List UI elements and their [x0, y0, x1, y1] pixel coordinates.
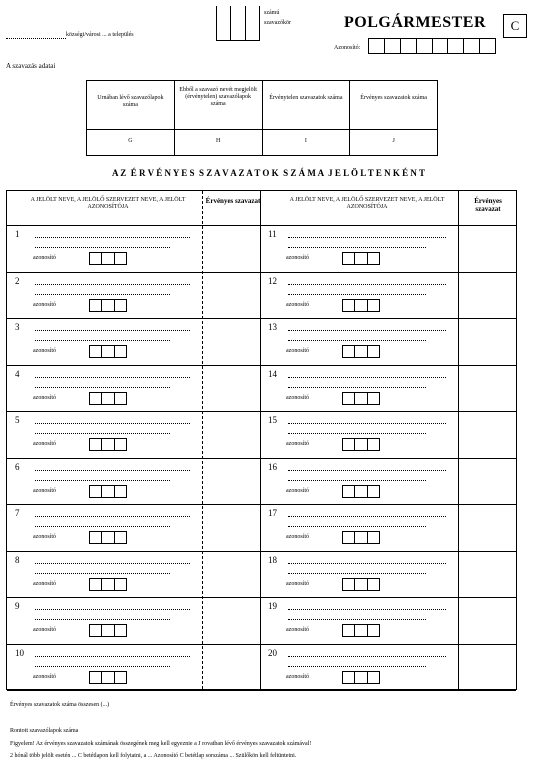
valid-votes-cell[interactable] [202, 411, 260, 458]
valid-votes-cell[interactable] [202, 458, 260, 505]
vd-col-header: Ebből a szavazó nevét megjelölt (érvénytelen) szavazólapok száma [179, 87, 257, 107]
nominating-org-line[interactable] [288, 666, 426, 667]
right-name-header: A JELÖLT NEVE, A JELÖLŐ SZERVEZET NEVE, A JELÖLT AZONOSÍTÓJA [289, 197, 445, 210]
candidate-name-line[interactable] [35, 284, 190, 285]
candidate-id-label: azonosító [33, 627, 56, 633]
candidate-number: 11 [268, 229, 277, 239]
valid-votes-cell[interactable] [460, 225, 516, 272]
nominating-org-line[interactable] [288, 526, 426, 527]
valid-votes-cell[interactable] [460, 551, 516, 598]
place-line[interactable] [6, 38, 66, 39]
candidate-name-line[interactable] [288, 330, 446, 331]
nominating-org-line[interactable] [288, 573, 426, 574]
candidate-row [260, 318, 516, 366]
vd-col-code: H [215, 138, 221, 144]
candidate-row [260, 411, 516, 459]
candidate-number: 2 [15, 275, 20, 286]
nominating-org-line[interactable] [35, 526, 170, 527]
footer-total: Érvényes szavazatok száma összesen (...) [10, 702, 110, 708]
nominating-org-line[interactable] [35, 387, 170, 388]
candidate-number: 10 [15, 647, 24, 658]
voting-data-table [86, 80, 438, 156]
footer-spoiled: Rontott szavazólapok száma [10, 728, 79, 734]
candidate-row [7, 272, 260, 320]
valid-votes-cell[interactable] [460, 318, 516, 365]
candidate-name-line[interactable] [35, 609, 190, 610]
candidate-name-line[interactable] [35, 237, 190, 238]
candidate-id-boxes[interactable] [89, 531, 127, 544]
identifier-label: Azonosító: [334, 45, 361, 51]
candidate-name-line[interactable] [35, 423, 190, 424]
candidate-row [260, 458, 516, 506]
vd-col-h [175, 81, 263, 155]
candidate-id-label: azonosító [286, 487, 309, 494]
top-label-2: szavazókör [264, 20, 291, 26]
candidate-number: 8 [15, 554, 20, 565]
nominating-org-line[interactable] [288, 619, 426, 620]
nominating-org-line[interactable] [35, 573, 170, 574]
candidate-id-label: azonosító [33, 394, 56, 401]
nominating-org-line[interactable] [288, 247, 426, 248]
candidate-number: 6 [15, 461, 20, 472]
candidate-name-line[interactable] [288, 377, 446, 378]
left-candidate-rows [7, 225, 260, 689]
candidate-row [7, 225, 260, 273]
candidate-id-boxes[interactable] [89, 624, 127, 637]
valid-votes-cell[interactable] [460, 272, 516, 319]
candidate-row [7, 504, 260, 552]
candidate-id-boxes[interactable] [89, 578, 127, 591]
candidate-id-boxes[interactable] [89, 671, 127, 684]
valid-votes-cell[interactable] [460, 365, 516, 412]
candidate-name-line[interactable] [288, 237, 446, 238]
candidate-id-boxes[interactable] [342, 531, 380, 544]
candidate-id-label: azonosító [286, 441, 309, 447]
valid-votes-cell[interactable] [460, 458, 516, 505]
candidate-number: 12 [268, 275, 277, 286]
candidate-id-boxes[interactable] [342, 252, 380, 265]
candidate-row [7, 551, 260, 599]
candidate-id-boxes[interactable] [342, 624, 380, 637]
vd-col-code: G [128, 138, 133, 144]
candidate-number: 20 [268, 647, 277, 658]
candidate-name-line[interactable] [35, 656, 190, 657]
valid-votes-cell[interactable] [202, 551, 260, 598]
left-name-header: A JELÖLT NEVE, A JELÖLŐ SZERVEZET NEVE, A JELÖLT AZONOSÍTÓJA [30, 197, 186, 210]
nominating-org-line[interactable] [35, 340, 170, 341]
valid-votes-title: A Z É R V É N Y E S S Z A V A Z A T O K S Z Á M A J E L Ö L T E N K É N T [112, 168, 425, 178]
valid-votes-cell[interactable] [202, 225, 260, 272]
valid-votes-cell[interactable] [202, 365, 260, 412]
candidate-number: 14 [268, 368, 277, 379]
candidate-id-boxes[interactable] [89, 252, 127, 265]
candidate-row [260, 504, 516, 552]
candidate-id-boxes[interactable] [342, 392, 380, 405]
candidate-row [7, 644, 260, 692]
candidate-number: 13 [268, 322, 277, 332]
candidate-id-label: azonosító [33, 673, 56, 680]
candidate-name-line[interactable] [288, 656, 446, 657]
candidate-id-label: azonosító [286, 301, 309, 308]
candidate-id-boxes[interactable] [89, 485, 127, 498]
valid-votes-cell[interactable] [202, 318, 260, 365]
candidate-name-line[interactable] [35, 330, 190, 331]
candidate-name-line[interactable] [288, 284, 446, 285]
precinct-number-boxes[interactable] [216, 6, 260, 41]
identifier-boxes[interactable] [368, 38, 496, 54]
vd-col-j [350, 81, 437, 155]
candidate-id-label: azonosító [33, 441, 56, 447]
nominating-org-line[interactable] [288, 480, 426, 481]
candidate-id-boxes[interactable] [89, 438, 127, 451]
left-votes-header: Érvényes szavazat [205, 197, 261, 205]
candidate-id-label: azonosító [33, 348, 56, 354]
candidate-id-boxes[interactable] [342, 485, 380, 498]
valid-votes-cell[interactable] [202, 272, 260, 319]
form-letter-box [503, 14, 527, 38]
candidate-number: 18 [268, 554, 277, 565]
candidate-id-boxes[interactable] [342, 438, 380, 451]
candidate-id-label: azonosító [33, 534, 56, 540]
candidate-row [7, 411, 260, 459]
candidate-number: 15 [268, 415, 277, 425]
candidate-name-line[interactable] [288, 609, 446, 610]
candidate-id-label: azonosító [286, 580, 309, 587]
candidate-name-line[interactable] [288, 563, 446, 564]
vd-col-code: J [392, 138, 395, 144]
nominating-org-line[interactable] [35, 480, 170, 481]
candidate-number: 7 [15, 508, 20, 518]
candidate-id-label: azonosító [286, 673, 309, 680]
nominating-org-line[interactable] [288, 340, 426, 341]
candidate-row [7, 365, 260, 413]
valid-votes-cell[interactable] [202, 504, 260, 551]
candidate-name-line[interactable] [288, 423, 446, 424]
candidate-id-label: azonosító [286, 255, 309, 261]
candidate-row [7, 597, 260, 645]
candidate-name-line[interactable] [288, 470, 446, 471]
candidate-number: 16 [268, 461, 277, 472]
vd-col-code: I [304, 138, 307, 144]
candidate-row [260, 225, 516, 273]
vd-col-g [87, 81, 175, 155]
candidate-id-label: azonosító [286, 348, 309, 354]
voting-data-label: A szavazás adatai [6, 62, 56, 70]
candidate-id-label: azonosító [286, 627, 309, 633]
candidate-id-label: azonosító [33, 301, 56, 308]
candidate-row [260, 551, 516, 599]
vd-col-header: Érvénytelen szavazatok száma [269, 95, 343, 101]
candidate-name-line[interactable] [35, 377, 190, 378]
candidate-id-label: azonosító [33, 255, 56, 261]
right-votes-header: Érvényes szavazat [474, 197, 502, 213]
vd-col-header: Urnában lévő szavazólapok száma [97, 95, 164, 108]
candidate-id-boxes[interactable] [342, 345, 380, 358]
candidate-number: 19 [268, 601, 277, 611]
candidate-id-label: azonosító [286, 394, 309, 401]
candidate-id-label: azonosító [33, 487, 56, 494]
nominating-org-line[interactable] [288, 433, 426, 434]
candidate-row [260, 644, 516, 692]
place-suffix: községi/városi ... a település [66, 32, 134, 38]
valid-votes-cell[interactable] [202, 597, 260, 644]
candidate-row [260, 597, 516, 645]
form-title: POLGÁRMESTER [344, 14, 487, 31]
candidate-name-line[interactable] [35, 563, 190, 564]
candidate-table-header [7, 191, 516, 226]
nominating-org-line[interactable] [35, 247, 170, 248]
right-candidate-rows [260, 225, 516, 689]
candidate-row [7, 318, 260, 366]
candidate-id-boxes[interactable] [89, 345, 127, 358]
vd-col-i [263, 81, 351, 155]
valid-votes-cell[interactable] [460, 411, 516, 458]
candidate-id-boxes[interactable] [89, 299, 127, 312]
candidate-table [6, 190, 517, 690]
candidate-row [260, 365, 516, 413]
form-letter: C [510, 18, 520, 33]
candidate-number: 9 [15, 601, 20, 611]
candidate-number: 5 [15, 415, 20, 425]
top-label-1: számú [264, 10, 280, 16]
candidate-number: 4 [15, 368, 20, 379]
footer-note: 2 hónál több jelölt esetén ... C betétlapon kell folytatni, a ... Azonosító C betétlap sorszáma ... Szülőkön kell feltüntetni. [10, 753, 297, 759]
valid-votes-cell[interactable] [460, 597, 516, 644]
valid-votes-cell[interactable] [460, 504, 516, 551]
candidate-id-boxes[interactable] [342, 578, 380, 591]
nominating-org-line[interactable] [288, 294, 426, 295]
nominating-org-line[interactable] [35, 433, 170, 434]
candidate-id-label: azonosító [33, 580, 56, 587]
candidate-id-label: azonosító [286, 534, 309, 540]
vd-col-header: Érvényes szavazatok száma [360, 95, 427, 101]
valid-votes-cell[interactable] [460, 644, 516, 691]
candidate-number: 17 [268, 508, 277, 518]
candidate-name-line[interactable] [35, 470, 190, 471]
candidate-id-boxes[interactable] [342, 671, 380, 684]
nominating-org-line[interactable] [35, 619, 170, 620]
candidate-id-boxes[interactable] [89, 392, 127, 405]
candidate-number: 1 [15, 229, 20, 239]
candidate-name-line[interactable] [35, 516, 190, 517]
valid-votes-cell[interactable] [202, 644, 260, 691]
candidate-row [260, 272, 516, 320]
candidate-name-line[interactable] [288, 516, 446, 517]
candidate-id-boxes[interactable] [342, 299, 380, 312]
candidate-number: 3 [15, 322, 20, 332]
nominating-org-line[interactable] [35, 666, 170, 667]
footer-warning: Figyelem! Az érvényes szavazatok számának összegének meg kell egyeznie a J rovatban lévő érvényes szavazatok számával! [10, 741, 312, 747]
nominating-org-line[interactable] [288, 387, 426, 388]
nominating-org-line[interactable] [35, 294, 170, 295]
candidate-row [7, 458, 260, 506]
